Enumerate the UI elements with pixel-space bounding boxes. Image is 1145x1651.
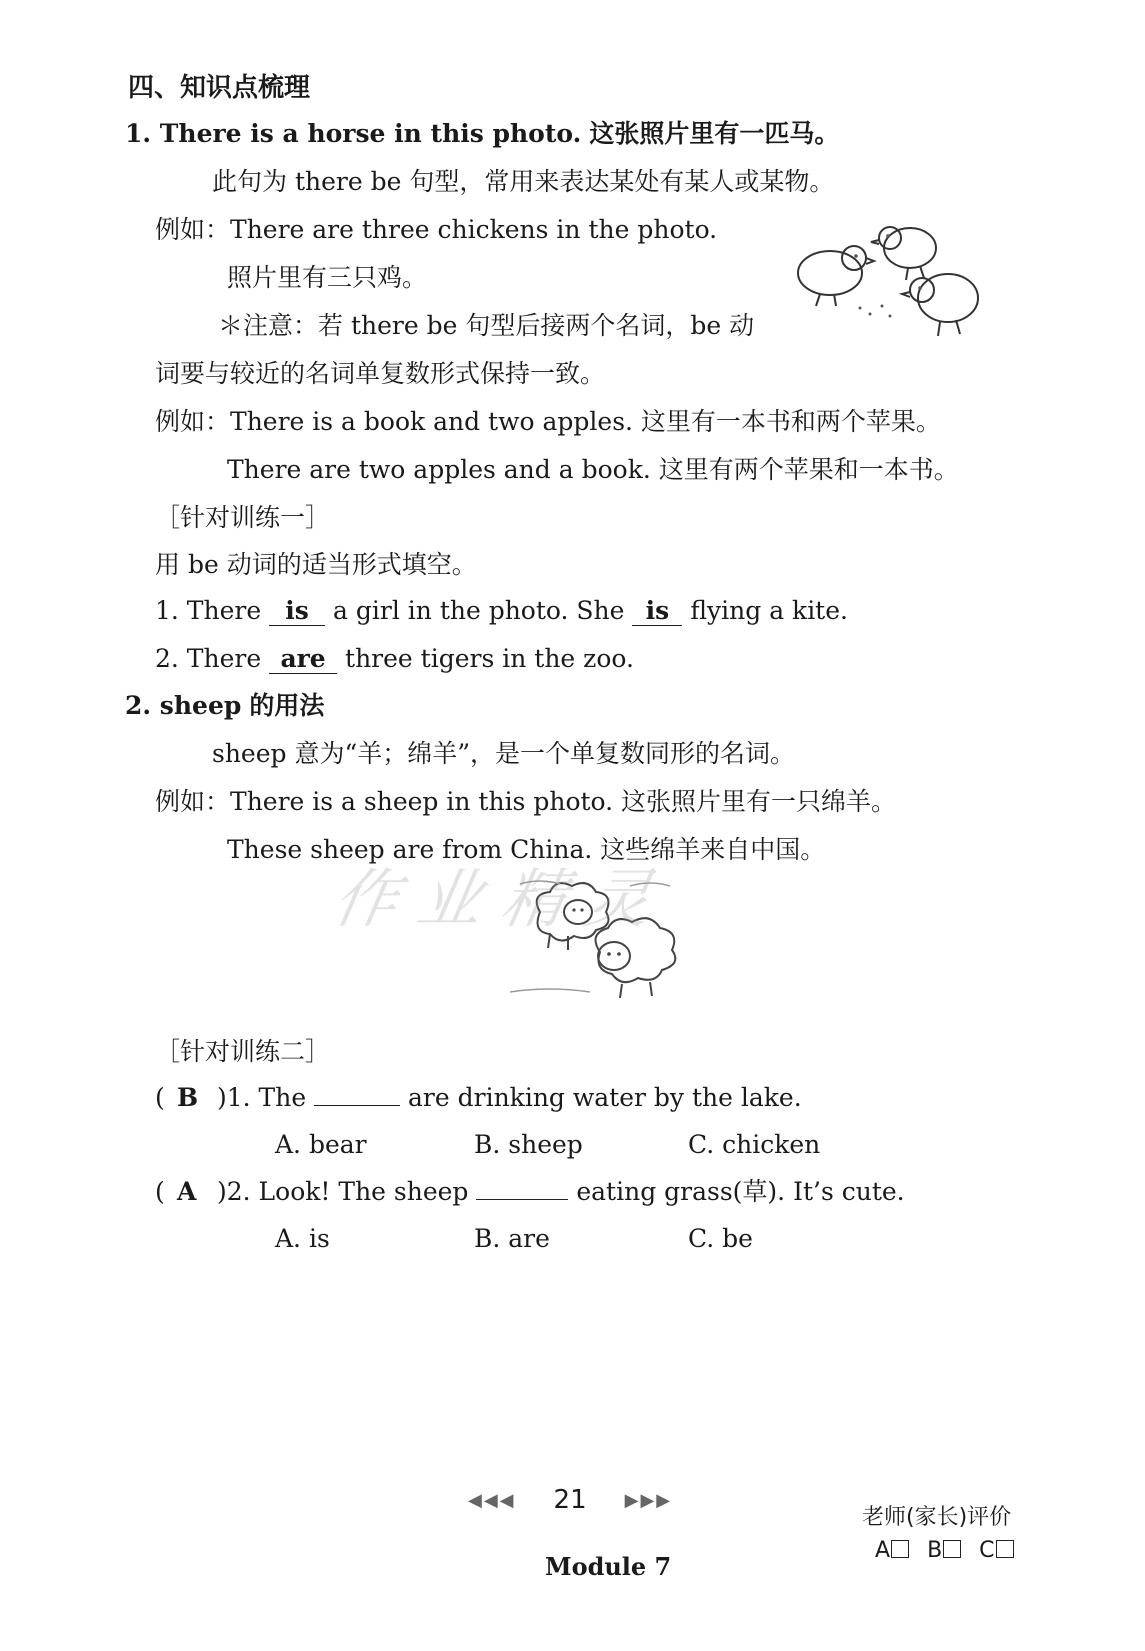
- grade-b-label: B: [927, 1538, 943, 1563]
- next-arrows-icon: ▶▶▶: [624, 1490, 673, 1511]
- q1-answer-paren: [155, 1082, 217, 1114]
- q2-text-a: 2. There: [155, 644, 262, 673]
- paren-open: (: [155, 1083, 165, 1112]
- q2-option-b: B. are: [474, 1224, 550, 1253]
- evaluation-label: 老师(家长)评价: [862, 1505, 1012, 1530]
- practice1-title: ［针对训练一］: [155, 503, 331, 532]
- example-prefix: 例如：: [155, 407, 231, 436]
- grade-c-label: C: [979, 1538, 995, 1563]
- point2-example: [155, 786, 896, 818]
- point1-example2-line2: There are two apples and a book. 这里有两个苹果和一本书。: [227, 455, 959, 484]
- practice1-instruction: 用 be 动词的适当形式填空。: [155, 550, 477, 579]
- q1-blank: [314, 1105, 400, 1106]
- point2-example-line1: There is a sheep in this photo. 这张照片里有一只绵羊。: [230, 787, 897, 816]
- q2-answer-blank: are: [269, 645, 337, 674]
- q1-answer-blank-2: is: [632, 597, 682, 626]
- prev-arrows-icon: ◀◀◀: [468, 1490, 516, 1511]
- practice1-q2: [155, 643, 634, 675]
- practice2-title: ［针对训练二］: [155, 1037, 331, 1066]
- q1-rest: are drinking water by the lake.: [408, 1083, 802, 1112]
- point2-example-line2: These sheep are from China. 这些绵羊来自中国。: [227, 835, 826, 864]
- example-prefix: 例如：: [155, 215, 231, 244]
- point2-heading-cn: 的用法: [249, 691, 325, 720]
- point1-heading: [125, 118, 839, 150]
- chickens-illustration: [790, 218, 990, 348]
- q2-answer: A: [177, 1177, 197, 1206]
- grade-checkboxes: [875, 1538, 1032, 1563]
- q1-option-c: C. chicken: [688, 1130, 821, 1159]
- point2-heading-en: 2. sheep: [125, 691, 242, 720]
- q2-blank: [476, 1199, 568, 1200]
- paren-open: (: [155, 1177, 165, 1206]
- point1-heading-en: 1. There is a horse in this photo.: [125, 119, 582, 148]
- point1-example1-cn: 照片里有三只鸡。: [227, 263, 428, 292]
- point1-heading-cn: 这张照片里有一匹马。: [589, 119, 840, 148]
- grade-a-label: A: [875, 1538, 891, 1563]
- practice2-q2: [155, 1176, 905, 1208]
- q2-option-c: C. be: [688, 1224, 753, 1253]
- example2-line1: There is a book and two apples. 这里有一本书和两个苹果。: [230, 407, 941, 436]
- point2-heading: [125, 690, 324, 722]
- q1-text-a: 1. There: [155, 596, 262, 625]
- point1-desc: 此句为 there be 句型，常用来表达某处有某人或某物。: [212, 167, 835, 196]
- q2-option-a: A. is: [275, 1224, 330, 1253]
- grade-c-checkbox[interactable]: [996, 1540, 1014, 1558]
- section-title: 四、知识点梳理: [128, 73, 311, 103]
- page-number: 21: [553, 1485, 587, 1515]
- watermark: 作业精灵: [327, 863, 677, 937]
- point1-note-line2: 词要与较近的名词单复数形式保持一致。: [155, 359, 606, 388]
- module-label: Module 7: [545, 1552, 672, 1581]
- point1-example2: [155, 406, 941, 438]
- point2-desc: sheep 意为“羊；绵羊”，是一个单复数同形的名词。: [212, 739, 796, 768]
- practice2-q1: [155, 1082, 802, 1114]
- grade-a-checkbox[interactable]: [891, 1540, 909, 1558]
- q2-text-b: three tigers in the zoo.: [345, 644, 634, 673]
- q2-answer-paren: [155, 1176, 217, 1208]
- q1-answer-blank-1: is: [269, 597, 325, 626]
- example-prefix: 例如：: [155, 787, 231, 816]
- point1-note-line1: ＊注意：若 there be 句型后接两个名词，be 动: [218, 311, 755, 340]
- q1-option-b: B. sheep: [474, 1130, 583, 1159]
- example1-en: There are three chickens in the photo.: [230, 215, 718, 244]
- q1-option-a: A. bear: [275, 1130, 367, 1159]
- point1-example1: [155, 214, 717, 246]
- practice1-q1: [155, 595, 848, 627]
- q1-answer: B: [177, 1083, 199, 1112]
- q1-stem: )1. The: [217, 1083, 307, 1112]
- grade-b-checkbox[interactable]: [943, 1540, 961, 1558]
- q2-rest: eating grass(草). It’s cute.: [576, 1177, 905, 1206]
- page-navigation: [468, 1485, 672, 1515]
- q1-text-c: flying a kite.: [690, 596, 848, 625]
- q2-stem: )2. Look! The sheep: [217, 1177, 469, 1206]
- q1-text-b: a girl in the photo. She: [333, 596, 625, 625]
